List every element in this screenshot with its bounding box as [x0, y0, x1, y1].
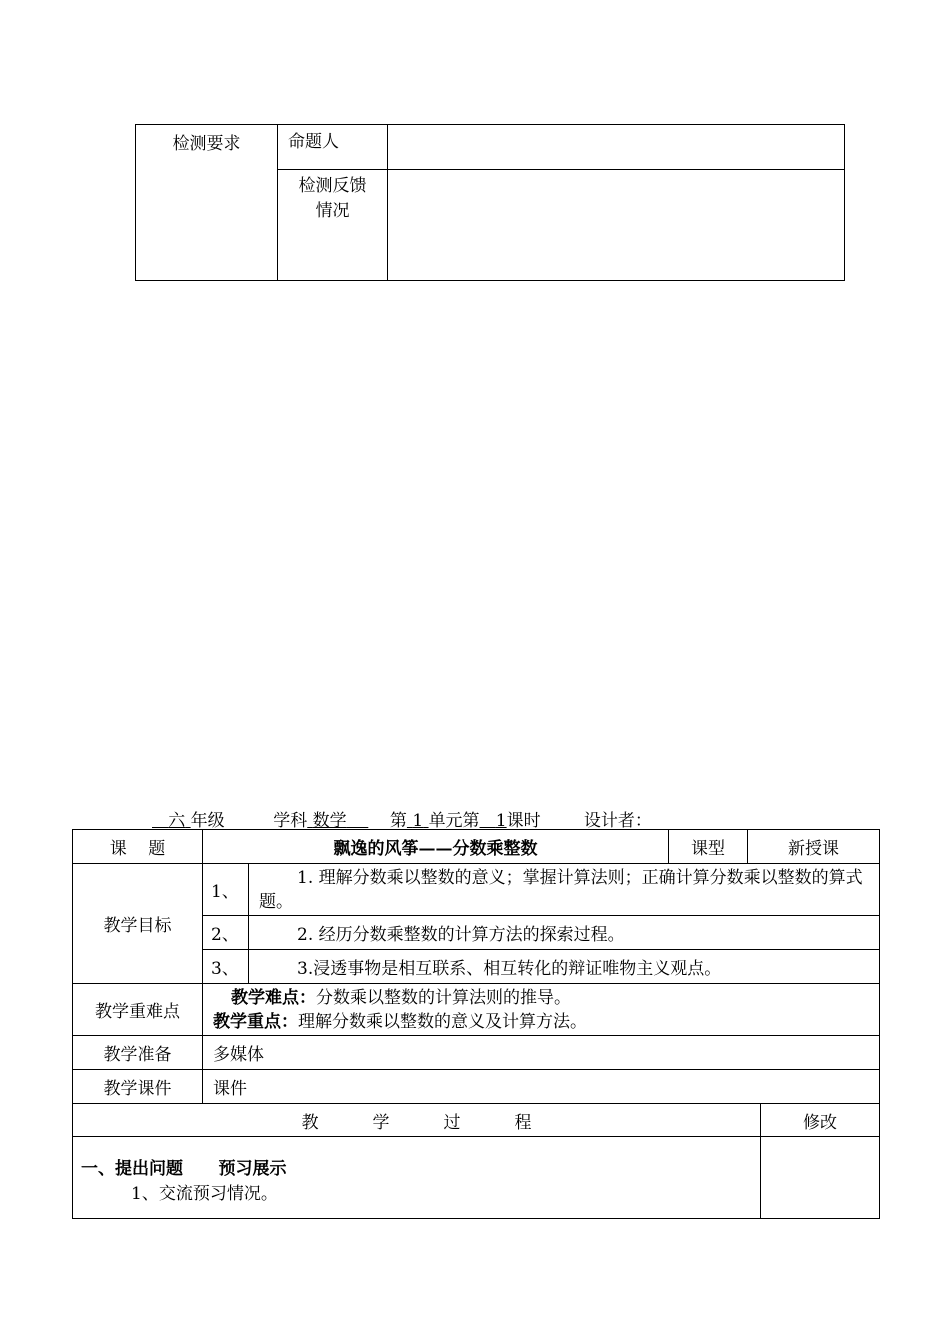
- feedback-label-line1: 检测反馈: [298, 176, 367, 196]
- prep-value: 多媒体: [203, 1036, 880, 1070]
- revise-header: 修改: [761, 1104, 880, 1137]
- goal-text: 1. 理解分数乘以整数的意义；掌握计算法则；正确计算分数乘以整数的算式题。: [249, 864, 880, 916]
- difficulty-text: 分数乘以整数的计算法则的推导。: [316, 988, 571, 1008]
- goal-text: 2. 经历分数乘整数的计算方法的探索过程。: [249, 916, 880, 950]
- goal-number: 1、: [203, 864, 249, 916]
- courseware-value: 课件: [203, 1070, 880, 1104]
- setter-label-cell: [278, 125, 388, 170]
- unit-label: 单元第: [428, 811, 480, 831]
- process-header: 教 学 过 程: [73, 1104, 761, 1137]
- courseware-label: 教学课件: [73, 1070, 203, 1104]
- lesson-label: 课时: [506, 811, 541, 831]
- section-item: 1、交流预习情况。: [131, 1184, 278, 1204]
- goal-text: 3.浸透事物是相互联系、相互转化的辩证唯物主义观点。: [249, 950, 880, 984]
- focus-label: 教学重点：: [213, 1012, 298, 1032]
- topic-label: 课 题: [73, 830, 203, 864]
- goal-number: 2、: [203, 916, 249, 950]
- key-points-cell: [203, 984, 880, 1036]
- difficulty-label: 教学难点：: [231, 988, 316, 1008]
- subject-label: 学科: [273, 811, 308, 831]
- topic-value: 飘逸的风筝——分数乘整数: [203, 830, 669, 864]
- detection-requirement-label: 检测要求: [136, 125, 278, 281]
- grade-value: 六: [168, 811, 186, 831]
- lesson-value: 1: [495, 811, 507, 831]
- unit-value: 1: [412, 811, 424, 831]
- feedback-label-cell: [278, 170, 388, 281]
- section-title: 一、提出问题 预习展示: [81, 1159, 287, 1179]
- grade-blank-pre: [152, 811, 168, 831]
- setter-value[interactable]: [388, 125, 845, 170]
- focus-line: [213, 1010, 875, 1034]
- feedback-label-line2: 情况: [315, 201, 350, 221]
- feedback-value[interactable]: [388, 170, 845, 281]
- detection-table: [135, 124, 845, 281]
- goal-number: 3、: [203, 950, 249, 984]
- lesson-header: [152, 806, 652, 831]
- revise-value[interactable]: [761, 1137, 880, 1219]
- focus-text: 理解分数乘以整数的意义及计算方法。: [298, 1012, 587, 1032]
- type-label: 课型: [669, 830, 748, 864]
- unit-prefix: 第: [389, 811, 407, 831]
- lesson-plan-table: [72, 829, 880, 1219]
- key-points-label: 教学重难点: [73, 984, 203, 1036]
- prep-label: 教学准备: [73, 1036, 203, 1070]
- setter-label: 命题人: [288, 132, 339, 152]
- difficulty-line: [213, 986, 875, 1010]
- goals-label: 教学目标: [73, 864, 203, 984]
- type-value: 新授课: [748, 830, 880, 864]
- subject-value: 数学: [312, 811, 347, 831]
- grade-label: 年级: [190, 811, 225, 831]
- designer-label: 设计者：: [583, 811, 652, 831]
- process-content: [73, 1137, 761, 1219]
